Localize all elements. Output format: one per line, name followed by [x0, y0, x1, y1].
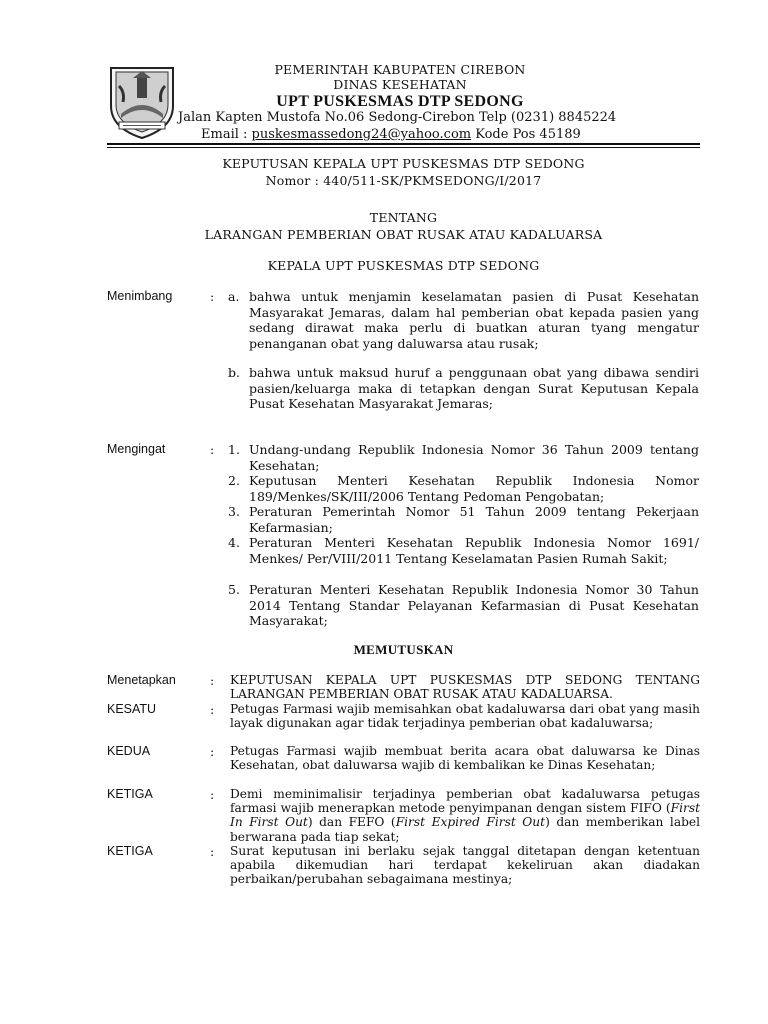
- decision-label: KEDUA: [107, 744, 151, 758]
- item-marker: 4.: [228, 535, 240, 550]
- fefo-term: First Expired First Out: [395, 815, 546, 830]
- department-name: DINAS KESEHATAN: [333, 77, 467, 92]
- colon: :: [210, 744, 215, 759]
- colon: :: [210, 673, 215, 688]
- email-line: [201, 126, 581, 143]
- item-text: Peraturan Menteri Kesehatan Republik Indonesia Nomor 1691/ Menkes/ Per/VIII/2011 Tentang Keselamatan Pasien Rumah Sakit;: [249, 535, 699, 566]
- letterhead-rule-thick: [107, 143, 700, 145]
- letterhead-rule-thin: [107, 147, 700, 148]
- decision-text: Petugas Farmasi wajib membuat berita acara obat daluwarsa ke Dinas Kesehatan, obat daluwarsa wajib di kembalikan ke Dinas Kesehatan;: [230, 744, 700, 773]
- decision-text: Surat keputusan ini berlaku sejak tanggal ditetapan dengan ketentuan apabila dikemudian hari terdapat kekeliruan akan diadakan perbaikan/perubahan sebagaimana mestinya;: [230, 844, 700, 887]
- decision-text-part: ) dan FEFO (: [307, 815, 396, 830]
- letterhead: [170, 62, 630, 112]
- item-marker: a.: [228, 289, 240, 304]
- item-text: bahwa untuk menjamin keselamatan pasien di Pusat Kesehatan Masyarakat Jemaras, dalam hal pemberian obat kepada pasien yang sedang dirawat maka perlu di buatkan aturan tyang mengatur penanganan obat yang daluwarsa atau rusak;: [249, 289, 699, 351]
- postal-code: Kode Pos 45189: [471, 127, 581, 142]
- email-label: Email :: [201, 127, 252, 142]
- item-marker: 1.: [228, 442, 240, 457]
- address-line: Jalan Kapten Mustofa No.06 Sedong-Cirebon Telp (0231) 8845224: [178, 110, 617, 125]
- item-marker: 5.: [228, 582, 240, 597]
- memutuskan-heading: MEMUTUSKAN: [353, 642, 454, 657]
- decision-label: Menetapkan: [107, 673, 176, 687]
- regency-emblem-logo: [107, 62, 177, 142]
- head-title: KEPALA UPT PUSKESMAS DTP SEDONG: [267, 258, 540, 273]
- decision-text: [230, 787, 700, 844]
- item-text: Peraturan Menteri Kesehatan Republik Indonesia Nomor 30 Tahun 2014 Tentang Standar Pelayanan Kefarmasian di Pusat Kesehatan Masyarakat;: [249, 582, 699, 629]
- item-marker: 2.: [228, 473, 240, 488]
- decree-number: Nomor : 440/511-SK/PKMSEDONG/I/2017: [265, 173, 542, 188]
- decree-title: KEPUTUSAN KEPALA UPT PUSKESMAS DTP SEDONG: [222, 156, 585, 171]
- decision-text-part: Demi meminimalisir terjadinya pemberian obat kadaluwarsa petugas farmasi wajib menerapkan metode penyimpanan dengan sistem FIFO (: [230, 787, 700, 816]
- item-text: bahwa untuk maksud huruf a penggunaan obat yang dibawa sendiri pasien/keluarga maka di tetapkan dengan Surat Keputusan Kepala Pusat Kesehatan Masyarakat Jemaras;: [249, 365, 699, 412]
- email-link[interactable]: puskesmassedong24@yahoo.com: [251, 127, 472, 142]
- decision-label: KETIGA: [107, 844, 153, 858]
- mengingat-label: Mengingat: [107, 442, 166, 456]
- institution-name: UPT PUSKESMAS DTP SEDONG: [276, 93, 524, 110]
- decision-label: KESATU: [107, 702, 157, 716]
- colon: :: [210, 702, 215, 717]
- decision-label: KETIGA: [107, 787, 153, 801]
- item-text: Keputusan Menteri Kesehatan Republik Indonesia Nomor 189/Menkes/SK/III/2006 Tentang Pedoman Pengobatan;: [249, 473, 699, 504]
- colon: :: [210, 289, 215, 304]
- decision-text-part: ) dan memberikan label berwarana pada tiap sekat;: [230, 815, 701, 844]
- decision-text: Petugas Farmasi wajib memisahkan obat kadaluwarsa dari obat yang masih layak digunakan agar tidak terjadinya pemberian obat kadaluwarsa;: [230, 702, 700, 731]
- colon: :: [210, 844, 215, 859]
- decision-text: KEPUTUSAN KEPALA UPT PUSKESMAS DTP SEDONG TENTANG LARANGAN PEMBERIAN OBAT RUSAK ATAU KADALUARSA.: [230, 673, 700, 702]
- colon: :: [210, 787, 215, 802]
- item-marker: b.: [228, 365, 240, 380]
- decree-subject: LARANGAN PEMBERIAN OBAT RUSAK ATAU KADALUARSA: [204, 227, 603, 242]
- item-marker: 3.: [228, 504, 240, 519]
- tentang-heading: TENTANG: [369, 210, 438, 225]
- item-text: Peraturan Pemerintah Nomor 51 Tahun 2009 tentang Pekerjaan Kefarmasian;: [249, 504, 699, 535]
- menimbang-label: Menimbang: [107, 289, 173, 303]
- fifo-term: First In First Out: [230, 801, 700, 830]
- colon: :: [210, 442, 215, 457]
- item-text: Undang-undang Republik Indonesia Nomor 36 Tahun 2009 tentang Kesehatan;: [249, 442, 699, 473]
- government-name: PEMERINTAH KABUPATEN CIREBON: [274, 62, 526, 77]
